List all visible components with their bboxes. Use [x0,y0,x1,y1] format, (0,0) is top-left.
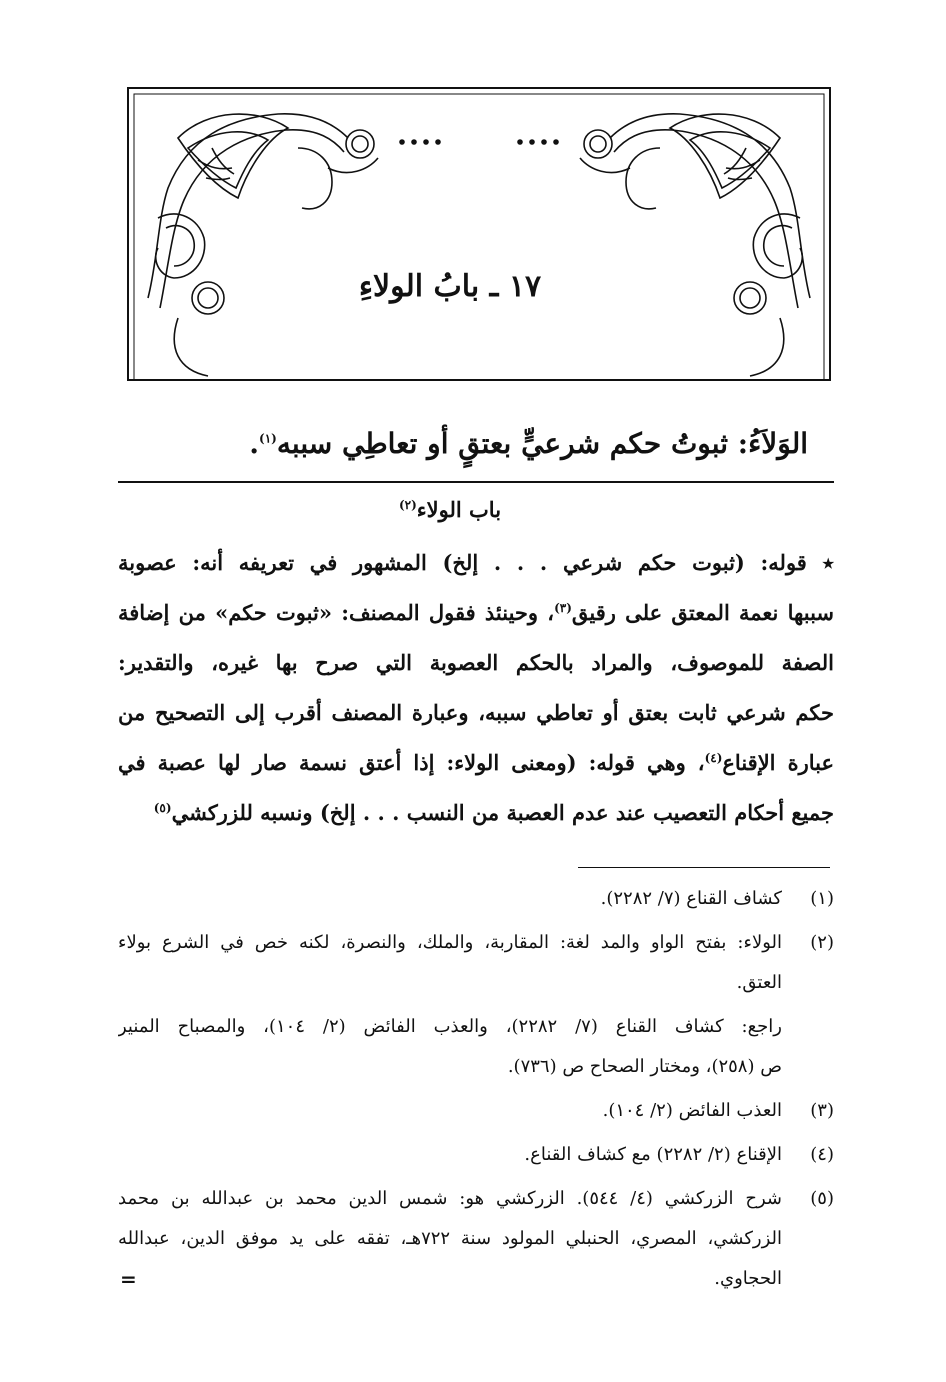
footnote-item [118,880,834,918]
footnote-text: الإقناع (٢/ ٢٢٨٢) مع كشاف القناع. [524,1144,782,1165]
commentary-heading-label: باب الولاء [416,497,502,522]
footnote-number: (١) [810,888,834,909]
footnote-number: (٣) [810,1100,834,1121]
commentary-line [118,640,834,686]
commentary-line-text: ٭ قوله: (ثبوت حكم شرعي . . . إلخ) المشهور في تعريفه أنه: عصوبة [118,550,834,575]
footnote-text: شرح الزركشي (٤/ ٥٤٤). الزركشي هو: شمس الدين محمد بن عبدالله بن محمد [118,1188,782,1209]
footnote-number: (٥) [810,1188,834,1209]
footnote-continuation [118,1008,834,1046]
commentary-line [118,790,834,836]
footnote-continuation [118,964,834,1002]
footnote-ref-5[interactable]: (٥) [153,801,172,815]
commentary-line [118,690,834,736]
continuation-mark: = [120,1267,137,1291]
commentary-line-text: عبارة الإقناع [722,750,834,775]
commentary-line-text: سببها نعمة المعتق على رقيق [571,600,834,625]
commentary-line [118,540,834,586]
footnote-number: (٤) [810,1144,834,1165]
commentary-line [118,740,834,786]
footnote-continuation [118,1220,834,1258]
footnote-text: الولاء: بفتح الواو والمد لغة: المقاربة، والملك، والنصرة، لكنه خص في الشرع بولاء [118,932,782,953]
footnote-item [118,1136,834,1174]
footnote-text: كشاف القناع (٧/ ٢٢٨٢). [600,888,782,909]
arabesque-border-icon [126,86,832,382]
commentary-line-text: الصفة للموصوف، والمراد بالحكم العصوبة التي صرح بها غيره، والتقدير: [118,650,834,675]
commentary-line [118,590,834,636]
footnote-ref-3[interactable]: (٣) [554,601,572,615]
footnote-divider [578,867,830,868]
commentary-line-text: حكم شرعي ثابت بعتق أو تعاطي سببه، وعبارة المصنف أقرب إلى التصحيح من [118,700,834,725]
footnote-text: الحجاوي. [714,1268,782,1289]
footnote-text: الزركشي، المصري، الحنبلي المولود سنة ٧٢٢هـ، تفقه على يد موفق الدين، عبدالله [118,1228,782,1249]
footnote-continuation [118,1260,834,1298]
footnote-ref-4[interactable]: (٤) [704,751,723,765]
footnote-item [118,1180,834,1218]
definition-divider [118,481,834,483]
commentary-line-text: جميع أحكام التعصيب عند عدم العصبة من النسب . . . إلخ) ونسبه للزركشي [171,800,834,825]
definition-end: . [249,427,260,460]
footnote-continuation [118,1048,834,1086]
footnote-text: العذب الفائض (٢/ ١٠٤). [602,1100,782,1121]
commentary-line-text: ، وحينئذ فقول المصنف: «ثبوت حكم» من إضافة [118,600,555,625]
footnote-text: ص (٢٥٨)، ومختار الصحاح ص (٧٣٦). [507,1056,782,1077]
footnote-text: راجع: كشاف القناع (٧/ ٢٢٨٢)، والعذب الفائض (٢/ ١٠٤)، والمصباح المنير [118,1016,782,1037]
footnote-number: (٢) [810,932,834,953]
definition-body: الوَلاَءُ: ثبوتُ حكم شرعيٍّ بعتقٍ أو تعاطِي سببه [276,427,808,460]
commentary-line-text: ، وهي قوله: (ومعنى الولاء: إذا أعتق نسمة صار لها عصبة في [118,750,705,775]
footnote-item [118,1092,834,1130]
definition-text [120,420,808,468]
footnote-ref-2[interactable]: (٢) [398,498,417,512]
footnote-ref-1[interactable]: (١) [259,431,277,446]
footnote-item [118,924,834,962]
chapter-title: ١٧ ـ بابُ الولاءِ [358,269,542,304]
ornamental-frame [126,86,832,382]
footnote-text: العتق. [736,972,782,993]
commentary-heading [300,490,600,530]
